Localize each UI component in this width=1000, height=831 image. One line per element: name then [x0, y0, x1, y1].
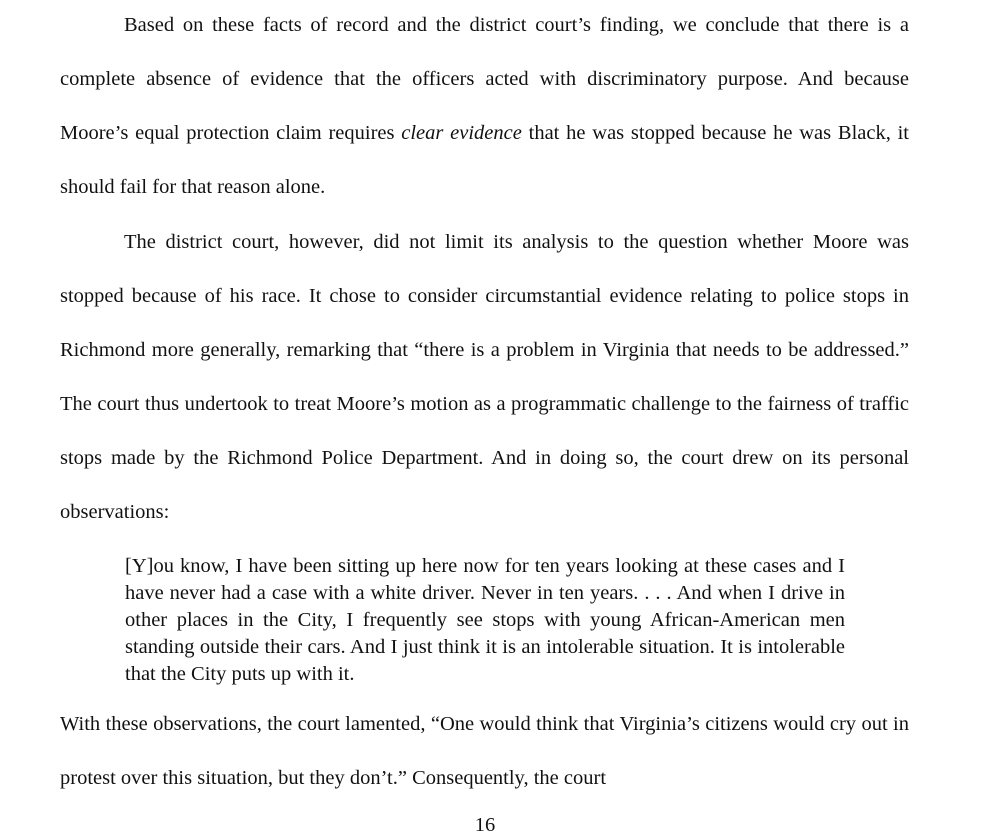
paragraph-conclusion [60, 0, 909, 214]
paragraph-court-lamented: With these observations, the court lamented, “One would think that Virginia’s citizens would cry out in protest over this situation, but they don’t.” Consequently, the court [60, 713, 909, 789]
paragraph-1-text-start: Based on these facts of record and the district court’s finding, we conclude that there is a complete absence of evidence that the officers acted with discriminatory purpose. And because Moore’s equal protection claim requires [60, 14, 909, 144]
paragraph-1-italic-phrase: clear evidence [401, 122, 522, 144]
page-number: 16 [474, 814, 496, 831]
block-quote: [Y]ou know, I have been sitting up here now for ten years looking at these cases and I have never had a case with a white driver. Never in ten years. . . . And when I drive in other places in the City, I frequently see stops with young African-American men standing outside their cars. And I just think it is an intolerable situation. It is intolerable that the City puts up with it. [125, 555, 845, 685]
paragraph-1-text-end: that he was stopped because he was Black, it should fail for that reason alone. [60, 122, 910, 198]
paragraph-district-court-analysis: The district court, however, did not limit its analysis to the question whether Moore was stopped because of his race. It chose to consider circumstantial evidence relating to police stops in Richmond more generally, remarking that “there is a problem in Virginia that needs to be addressed.” The court thus undertook to treat Moore’s motion as a programmatic challenge to the fairness of traffic stops made by the Richmond Police Department. And in doing so, the court drew on its personal observations: [60, 231, 909, 523]
